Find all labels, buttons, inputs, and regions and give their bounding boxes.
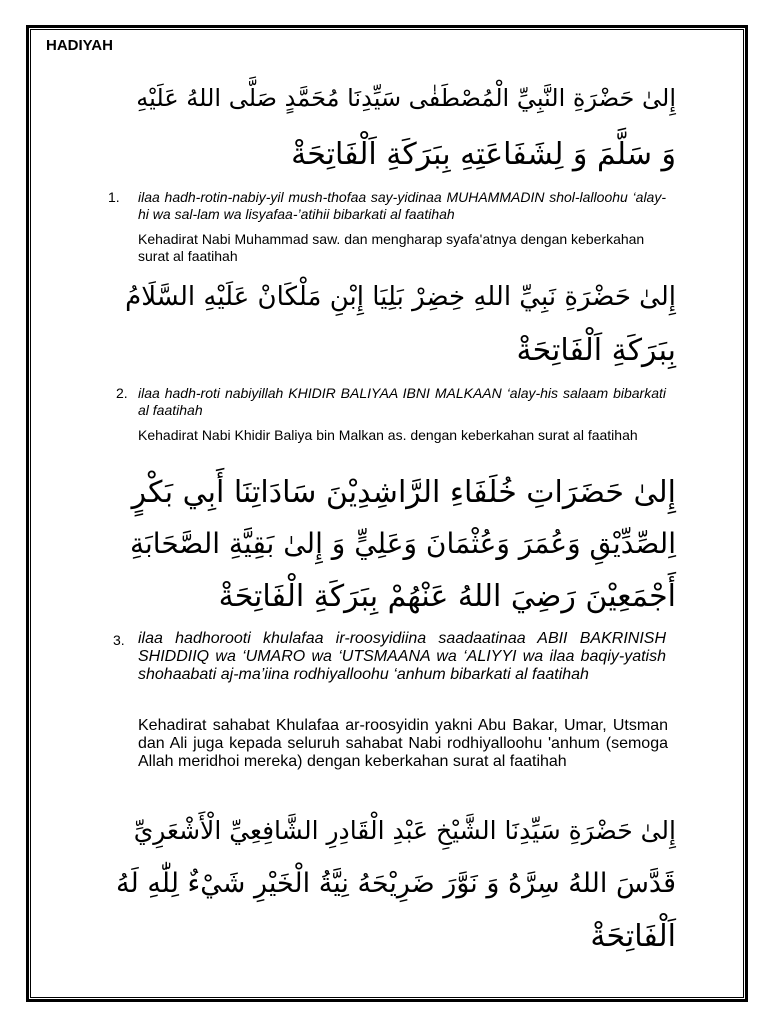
arabic-line: بِبَرَكَةِ اَلْفَاتِحَةْ: [516, 333, 676, 368]
transliteration: ilaa hadh-roti nabiyillah KHIDIR BALIYAA IBNI MALKAAN ‘alay-his salaam bibarkati al faatihah: [138, 385, 666, 418]
arabic-line: وَ سَلَّمَ وَ لِشَفَاعَتِهِ بِبَرَكَةِ اَلْفَاتِحَةْ: [291, 137, 676, 172]
arabic-line: إِلىٰ حَضْرَةِ النَّبِيِّ الْمُصْطَفٰى سَيِّدِنَا مُحَمَّدٍ صَلَّى اللهُ عَلَيْهِ: [136, 84, 676, 112]
arabic-line: إِلىٰ حَضْرَةِ سَيِّدِنَا الشَّيْخِ عَبْدِ الْقَادِرِ الشَّافِعِيِّ الْأَشْعَرِيِّ: [133, 816, 676, 845]
item-number: 1.: [108, 189, 120, 205]
arabic-line: قَدَّسَ اللهُ سِرَّهُ وَ نَوَّرَ ضَرِيْحَهُ نِيَّةُ الْخَيْرِ شَيْءٌ لِلّٰهِ لَهُ: [116, 868, 676, 899]
meaning: Kehadirat Nabi Muhammad saw. dan mengharap syafa'atnya dengan keberkahan surat al faatihah: [138, 231, 645, 264]
meaning: Kehadirat Nabi Khidir Baliya bin Malkan as. dengan keberkahan surat al faatihah: [138, 427, 638, 443]
page-title: HADIYAH: [46, 37, 113, 54]
arabic-line: إِلىٰ حَضْرَةِ نَبِيِّ اللهِ خِضِرْ بَلِيَا إِبْنِ مَلْكَانْ عَلَيْهِ السَّلَامُ: [125, 282, 676, 312]
transliteration: ilaa hadhorooti khulafaa ir-roosyidiina saadaatinaa ABII BAKRINISH SHIDDIIQ wa ‘UMARO wa ‘UTSMAANA wa ‘ALIYYI wa ilaa baqiy-yatish shohaabati aj-ma’iina rodhiyalloohu ‘anhum bibarkati al faatihah: [138, 630, 666, 683]
arabic-line: إِلىٰ حَضَرَاتِ خُلَفَاءِ الرَّاشِدِيْنَ سَادَاتِنَا أَبِي بَكْرٍ: [131, 475, 676, 510]
transliteration: ilaa hadh-rotin-nabiy-yil mush-thofaa say-yidinaa MUHAMMADIN shol-lalloohu ‘alay-hi wa sal-lam wa lisyafaa-’atihii bibarkati al faatihah: [138, 189, 666, 222]
arabic-line: أَجْمَعِيْنَ رَضِيَ اللهُ عَنْهُمْ بِبَرَكَةِ الْفَاتِحَةْ: [218, 579, 676, 614]
page-border-inner: [30, 29, 744, 998]
arabic-line: اَلْفَاتِحَةْ: [590, 919, 676, 954]
item-number: 2.: [116, 385, 128, 401]
item-number: 3.: [113, 632, 125, 648]
arabic-line: اِلصِّدِّيْقِ وَعُمَرَ وَعُثْمَانَ وَعَلِيٍّ وَ إِلىٰ بَقِيَّةِ الصَّحَابَةِ: [130, 527, 676, 560]
meaning: Kehadirat sahabat Khulafaa ar-roosyidin yakni Abu Bakar, Umar, Utsman dan Ali juga kepada seluruh sahabat Nabi rodhiyalloohu 'anhum (semoga Allah meridhoi mereka) dengan keberkahan surat al faatihah: [138, 717, 668, 770]
